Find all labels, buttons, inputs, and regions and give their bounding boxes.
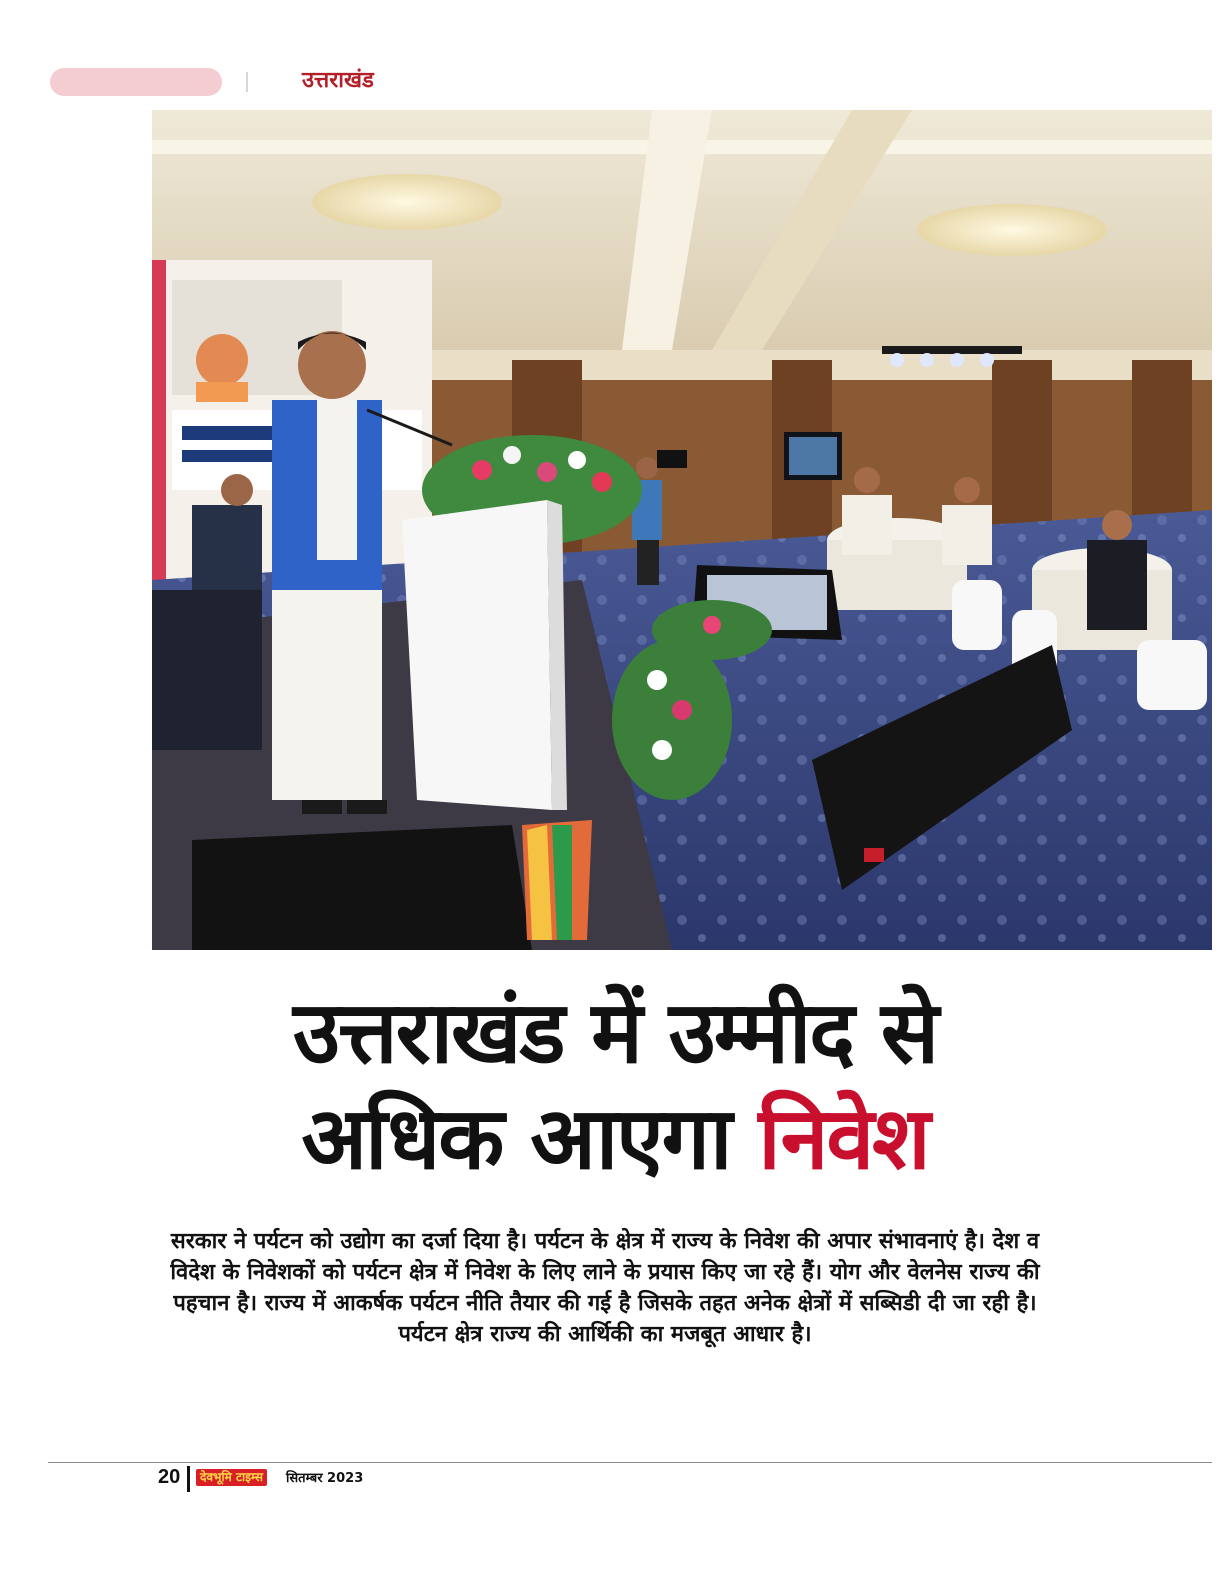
page-number: 20 xyxy=(158,1466,181,1488)
headline-line-2-main: अधिक आएगा xyxy=(301,1089,759,1189)
article-lead: सरकार ने पर्यटन को उद्योग का दर्जा दिया है। पर्यटन के क्षेत्र में राज्य के निवेश की अपार संभावनाएं है। देश व विदेश के निवेशकों को पर्यटन क्षेत्र में निवेश के लिए लाने के प्रयास किए जा रहे हैं। योग और वेलनेस राज्य की पहचान है। राज्य में आकर्षक पर्यटन नीति तैयार की गई है जिसके तहत अनेक क्षेत्रों में सब्सिडी दी जा रही है। पर्यटन क्षेत्र राज्य की आर्थिकी का मजबूत आधार है। xyxy=(170,1229,1040,1347)
headline xyxy=(150,980,1080,1192)
publication-logo: देवभूमि टाइम्स xyxy=(196,1469,267,1486)
header-separator xyxy=(246,72,248,92)
issue-date: सितम्बर 2023 xyxy=(286,1471,364,1486)
event-photo xyxy=(152,110,1212,950)
footer-rule xyxy=(48,1462,1212,1463)
event-photo-image xyxy=(152,110,1212,950)
section-label: उत्तराखंड xyxy=(302,68,374,93)
headline-line-1: उत्तराखंड में उम्मीद से xyxy=(293,983,937,1083)
footer-separator xyxy=(187,1466,190,1492)
headline-highlight: निवेश xyxy=(758,1089,929,1189)
headline-line-2 xyxy=(150,1086,1080,1192)
header-decor-pill xyxy=(50,68,222,96)
